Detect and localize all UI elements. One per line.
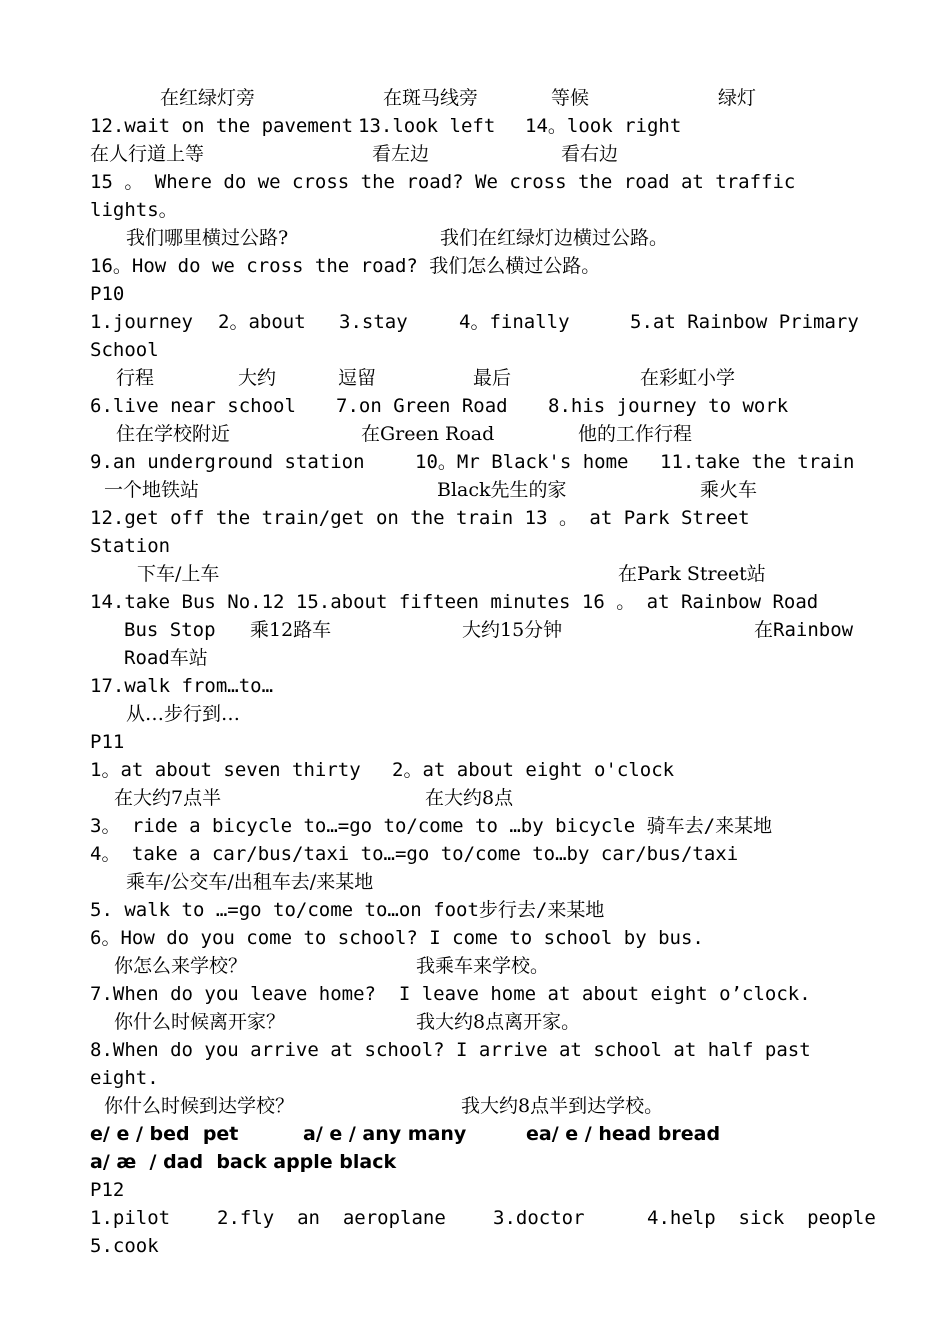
text-span: 4.help sick people — [647, 1207, 876, 1229]
text-line — [0, 924, 950, 952]
text-span: 在Rainbow — [754, 619, 854, 641]
text-span: 17.walk from…to… — [90, 675, 274, 697]
text-span: 在Park Street站 — [618, 563, 766, 585]
text-line — [0, 784, 950, 812]
text-line — [0, 1092, 950, 1120]
text-line — [0, 392, 950, 420]
text-line — [0, 812, 950, 840]
text-span: 看左边 — [372, 143, 430, 165]
text-span: 7.on Green Road — [336, 395, 508, 417]
text-line — [0, 868, 950, 896]
text-line — [0, 1232, 950, 1260]
text-span: 5. walk to …=go to/come to…on foot步行去/来某地 — [90, 899, 605, 921]
text-span: 9.an underground station — [90, 451, 365, 473]
text-span: 从…步行到… — [126, 703, 241, 725]
text-span: 在红绿灯旁 — [160, 87, 256, 109]
text-span: 4。finally — [459, 311, 570, 333]
phonics-group: a/ e / any many — [303, 1123, 467, 1145]
text-span: 10。Mr Black's home — [415, 451, 629, 473]
text-span: 6.live near school — [90, 395, 296, 417]
text-line — [0, 476, 950, 504]
text-line — [0, 532, 950, 560]
text-line — [0, 700, 950, 728]
text-span: 大约 — [238, 367, 277, 389]
text-span: 2.fly an aeroplane — [217, 1207, 446, 1229]
section-heading: P11 — [90, 731, 125, 753]
text-span: 5.at Rainbow Primary — [630, 311, 859, 333]
text-span: 在大约8点 — [425, 787, 514, 809]
text-line — [0, 364, 950, 392]
phonics-group: ea/ e / head bread — [526, 1123, 721, 1145]
text-line — [0, 112, 950, 140]
section-heading: P12 — [90, 1179, 125, 1201]
text-span: 你什么时候到达学校？ — [104, 1095, 295, 1117]
text-span: 6。How do you come to school? I come to school by bus. — [90, 927, 704, 949]
text-span: 5.cook — [90, 1235, 159, 1257]
text-span: 在人行道上等 — [90, 143, 205, 165]
text-line — [0, 644, 950, 672]
text-span: 11.take the train — [660, 451, 855, 473]
text-span: Black先生的家 — [437, 479, 567, 501]
text-span: 我乘车来学校。 — [416, 955, 550, 977]
text-line — [0, 1008, 950, 1036]
text-line — [0, 1064, 950, 1092]
text-span: 乘12路车 — [250, 619, 332, 641]
text-span: 在彩虹小学 — [640, 367, 736, 389]
text-span: 乘火车 — [700, 479, 758, 501]
text-line — [0, 1036, 950, 1064]
text-span: 看右边 — [561, 143, 619, 165]
text-span: 等候 — [551, 87, 590, 109]
text-span: 3.doctor — [493, 1207, 585, 1229]
text-line — [0, 588, 950, 616]
text-span: 你怎么来学校？ — [114, 955, 248, 977]
text-span: 行程 — [116, 367, 155, 389]
text-line — [0, 896, 950, 924]
text-span: 一个地铁站 — [104, 479, 200, 501]
text-line — [0, 196, 950, 224]
text-span: 15 。 Where do we cross the road? We cross the road at traffic — [90, 171, 796, 193]
text-span: 1.pilot — [90, 1207, 171, 1229]
text-span: 12.wait on the pavement — [90, 115, 354, 137]
text-line — [0, 840, 950, 868]
text-span: Road车站 — [124, 647, 208, 669]
text-span: 你什么时候离开家？ — [114, 1011, 286, 1033]
text-line — [0, 980, 950, 1008]
text-span: 他的工作行程 — [578, 423, 693, 445]
text-line — [0, 672, 950, 700]
text-line — [0, 1120, 950, 1148]
text-span: 住在学校附近 — [116, 423, 231, 445]
text-line — [0, 756, 950, 784]
text-span: 2。at about eight o'clock — [392, 759, 675, 781]
text-line — [0, 1176, 950, 1204]
text-line — [0, 952, 950, 980]
text-line — [0, 728, 950, 756]
text-line — [0, 168, 950, 196]
text-span: 我们在红绿灯边横过公路。 — [440, 227, 669, 249]
text-line — [0, 280, 950, 308]
text-line — [0, 420, 950, 448]
text-span: lights。 — [90, 199, 178, 221]
text-span: 8.When do you arrive at school? I arrive at school at half past — [90, 1039, 811, 1061]
text-span: 大约15分钟 — [462, 619, 563, 641]
text-span: 12.get off the train/get on the train 13 。 at Park Street — [90, 507, 750, 529]
text-line — [0, 252, 950, 280]
text-span: Station — [90, 535, 171, 557]
text-span: 4。 take a car/bus/taxi to…=go to/come to…by car/bus/taxi — [90, 843, 739, 865]
text-line — [0, 560, 950, 588]
section-heading: P10 — [90, 283, 125, 305]
text-span: Bus Stop — [124, 619, 216, 641]
text-line — [0, 336, 950, 364]
text-span: 13.look left — [358, 115, 496, 137]
text-span: 16。How do we cross the road? 我们怎么横过公路。 — [90, 255, 601, 277]
text-span: 8.his journey to work — [548, 395, 789, 417]
text-line — [0, 308, 950, 336]
text-span: 我大约8点离开家。 — [416, 1011, 581, 1033]
text-span: 绿灯 — [718, 87, 757, 109]
text-span: 3。 ride a bicycle to…=go to/come to …by bicycle 骑车去/来某地 — [90, 815, 773, 837]
text-span: 在Green Road — [361, 423, 495, 445]
text-span: 在大约7点半 — [114, 787, 222, 809]
phonics-group: e/ e / bed pet — [90, 1123, 239, 1145]
text-span: 2。about — [218, 311, 306, 333]
text-span: 乘车/公交车/出租车去/来某地 — [126, 871, 374, 893]
text-span: 1.journey — [90, 311, 193, 333]
text-line — [0, 616, 950, 644]
text-span: 1。at about seven thirty — [90, 759, 361, 781]
text-line — [0, 224, 950, 252]
text-span: 14.take Bus No.12 15.about fifteen minutes 16 。 at Rainbow Road — [90, 591, 819, 613]
text-span: 逗留 — [338, 367, 377, 389]
text-line — [0, 448, 950, 476]
text-span: 最后 — [473, 367, 512, 389]
text-span: 3.stay — [339, 311, 408, 333]
text-span: 我大约8点半到达学校。 — [461, 1095, 664, 1117]
text-span: 7.When do you leave home? I leave home at about eight o’clock. — [90, 983, 811, 1005]
text-span: 在斑马线旁 — [383, 87, 479, 109]
phonics-group: a/ æ / dad back apple black — [90, 1151, 397, 1173]
text-span: 我们哪里横过公路? — [126, 227, 289, 249]
text-line — [0, 84, 950, 112]
text-line — [0, 1148, 950, 1176]
text-line — [0, 1204, 950, 1232]
text-line — [0, 504, 950, 532]
text-span: 14。look right — [525, 115, 682, 137]
text-span: School — [90, 339, 159, 361]
text-span: 下车/上车 — [137, 563, 220, 585]
text-span: eight. — [90, 1067, 159, 1089]
text-line — [0, 140, 950, 168]
